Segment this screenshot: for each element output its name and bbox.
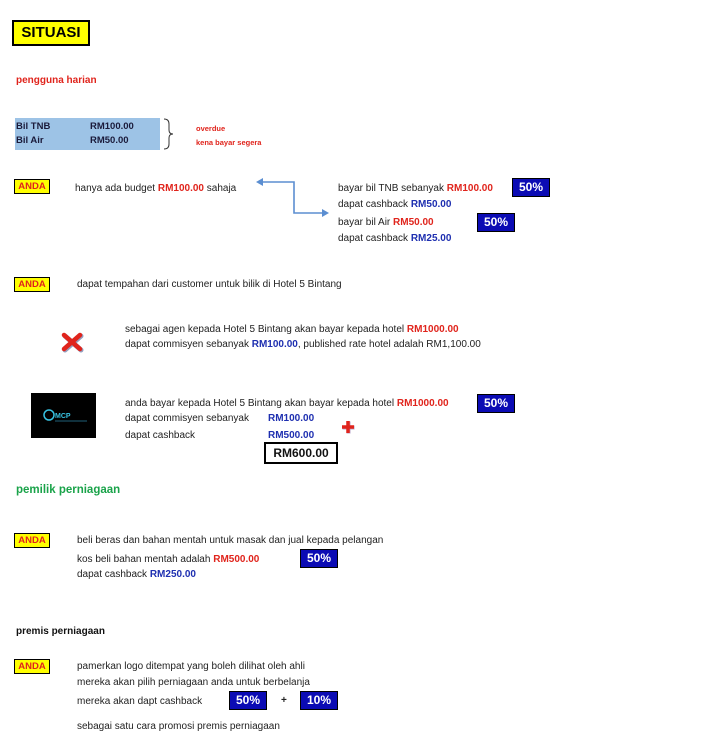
cashback-tnb-pre: dapat cashback	[338, 199, 411, 210]
premise-percent-badge-2: 10%	[300, 691, 338, 710]
agent-payment-pre: sebagai agen kepada Hotel 5 Bintang akan bayar kepada hotel	[125, 324, 407, 335]
elbow-double-arrow-icon	[254, 175, 332, 217]
bill-air-label: Bil Air	[16, 135, 44, 146]
anda-badge-3: ANDA	[14, 533, 50, 548]
premise-choice-text: mereka akan pilih perniagaan anda untuk berbelanja	[77, 677, 310, 688]
raw-material-cashback-pre: dapat cashback	[77, 569, 150, 580]
raw-material-cost-pre: kos beli bahan mentah adalah	[77, 554, 214, 565]
tnb-payment-pre: bayar bil TNB sebanyak	[338, 183, 447, 194]
premise-promo-text: sebagai satu cara promosi premis perniagaan	[77, 721, 280, 732]
agent-commission-amount: RM100.00	[251, 339, 298, 350]
premise-logo-text: pamerkan logo ditempat yang boleh dilihat oleh ahli	[77, 661, 305, 672]
mcp-logo-icon	[31, 393, 96, 438]
bill-air-amount: RM50.00	[90, 135, 129, 146]
premise-percent-badge-1: 50%	[229, 691, 267, 710]
air-payment-amount: RM50.00	[393, 217, 434, 228]
hotel-percent-badge: 50%	[477, 394, 515, 413]
member-payment-pre: anda bayar kepada Hotel 5 Bintang akan bayar kepada hotel	[125, 398, 397, 409]
red-x-icon	[60, 331, 84, 353]
cashback-air-amount: RM25.00	[410, 233, 452, 244]
cashback-air-text	[338, 233, 451, 244]
raw-material-cost-amount: RM500.00	[213, 554, 260, 565]
cashback-tnb-amount: RM50.00	[410, 199, 452, 210]
tnb-percent-badge: 50%	[512, 178, 550, 197]
air-payment-pre: bayar bil Air	[338, 217, 394, 228]
raw-material-cashback-text	[77, 569, 196, 580]
member-commission-label: dapat commisyen sebanyak	[125, 413, 249, 424]
bill-note-urgent: kena bayar segera	[196, 138, 262, 147]
member-payment-text	[125, 398, 449, 409]
agent-commission-text	[125, 339, 481, 350]
section-heading-premis: premis perniagaan	[16, 626, 105, 637]
cashback-tnb-text	[338, 199, 451, 210]
anda-badge-4: ANDA	[14, 659, 50, 674]
page-title: SITUASI	[12, 20, 90, 46]
raw-material-percent-badge: 50%	[300, 549, 338, 568]
plus-icon	[341, 420, 355, 434]
raw-material-cost-text	[77, 554, 259, 565]
agent-commission-pre: dapat commisyen sebanyak	[125, 339, 252, 350]
mcp-logo	[31, 393, 96, 438]
tnb-payment-amount: RM100.00	[446, 183, 493, 194]
member-cashback-amount: RM500.00	[268, 430, 315, 441]
mcp-logo-text: MCP	[55, 413, 71, 420]
tnb-payment-text	[338, 183, 493, 194]
premise-plus-sign: +	[281, 695, 287, 706]
budget-amount: RM100.00	[157, 183, 204, 194]
agent-payment-text	[125, 324, 459, 335]
budget-text	[75, 183, 236, 194]
cashback-air-pre: dapat cashback	[338, 233, 411, 244]
bill-note-overdue: overdue	[196, 124, 226, 133]
brace-icon	[162, 118, 174, 150]
bill-tnb-label: Bil TNB	[16, 121, 51, 132]
anda-badge-2: ANDA	[14, 277, 50, 292]
agent-payment-amount: RM1000.00	[406, 324, 459, 335]
total-amount-box: RM600.00	[264, 442, 338, 464]
agent-commission-post: , published rate hotel adalah RM1,100.00	[297, 339, 481, 350]
member-payment-amount: RM1000.00	[396, 398, 449, 409]
bill-tnb-amount: RM100.00	[90, 121, 134, 132]
section-heading-perniagaan: pemilik perniagaan	[16, 484, 121, 496]
premise-cashback-text: mereka akan dapt cashback	[77, 696, 203, 707]
raw-material-cashback-amount: RM250.00	[149, 569, 196, 580]
anda-badge-1: ANDA	[14, 179, 50, 194]
raw-material-text: beli beras dan bahan mentah untuk masak dan jual kepada pelangan	[77, 535, 384, 546]
air-percent-badge: 50%	[477, 213, 515, 232]
budget-text-post: sahaja	[204, 183, 237, 194]
air-payment-text	[338, 217, 434, 228]
member-cashback-label: dapat cashback	[125, 430, 196, 441]
section-heading-harian: pengguna harian	[16, 75, 97, 86]
hotel-booking-text: dapat tempahan dari customer untuk bilik di Hotel 5 Bintang	[77, 279, 342, 290]
member-commission-amount: RM100.00	[268, 413, 315, 424]
budget-text-pre: hanya ada budget	[75, 183, 158, 194]
